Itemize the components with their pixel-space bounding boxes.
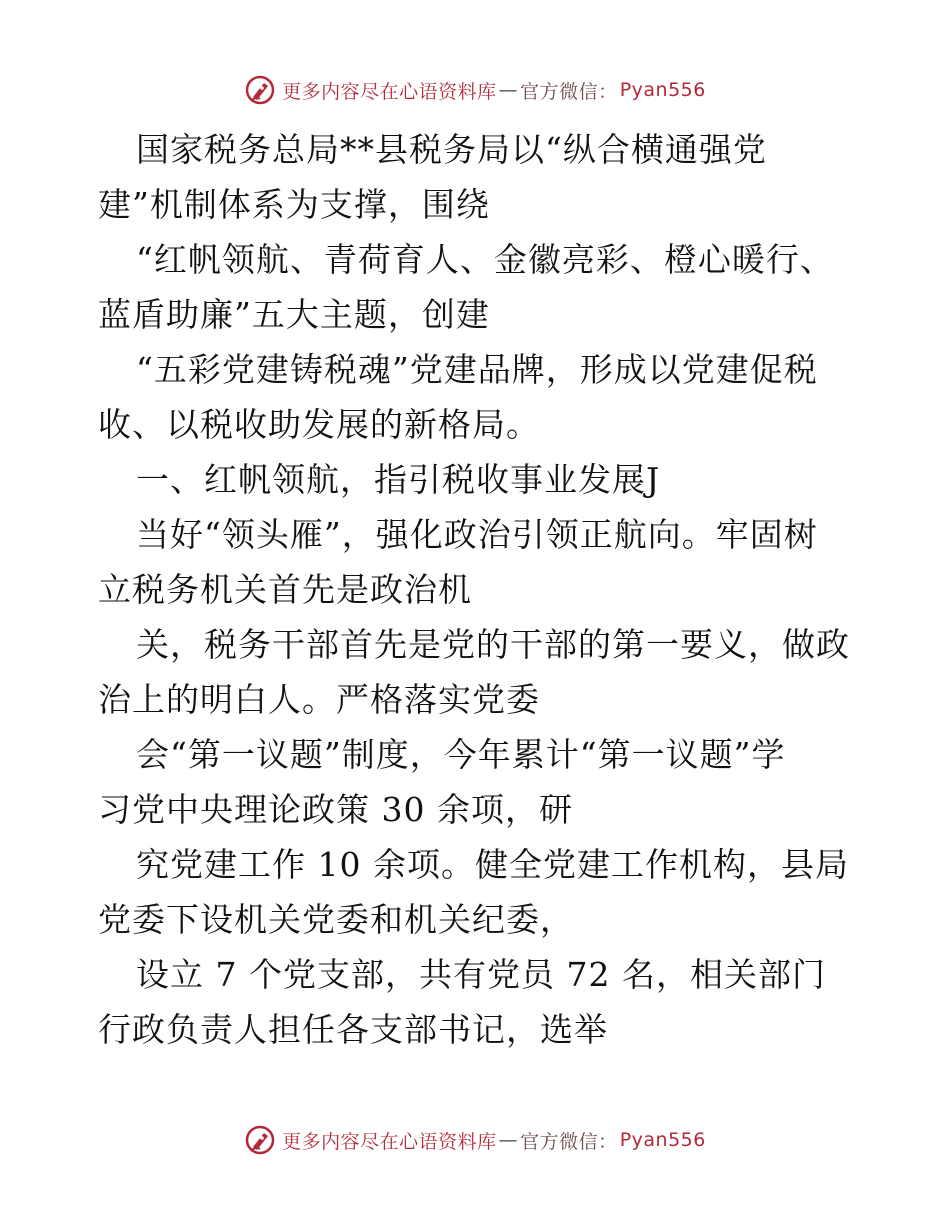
text-line: “五彩党建铸税魂”党建品牌，形成以党建促税 (136, 350, 818, 389)
text-line: 立税务机关首先是政治机 (98, 570, 472, 609)
pen-nib-logo-icon (244, 74, 276, 106)
text-line: 关，税务干部首先是党的干部的第一要义，做政 (136, 625, 850, 664)
text-line: 治上的明白人。严格落实党委 (98, 680, 540, 719)
text-line: 一、红帆领航，指引税收事业发展J (136, 460, 661, 499)
watermark-footer (0, 1120, 950, 1160)
text-line: 习党中央理论政策 30 余项，研 (98, 790, 573, 829)
text-line: 会“第一议题”制度，今年累计“第一议题”学 (136, 735, 786, 774)
watermark-contact: 官方微信： (520, 1130, 618, 1153)
text-line: 国家税务总局**县税务局以“纵合横通强党 (136, 130, 767, 169)
watermark-text: 更多内容尽在心语资料库 (282, 80, 497, 103)
text-line: 究党建工作 10 余项。健全党建工作机构，县局 (136, 845, 849, 884)
text-line: 建”机制体系为支撑，围绕 (98, 185, 490, 224)
pen-nib-logo-icon (244, 1124, 276, 1156)
text-line: 党委下设机关党委和机关纪委， (98, 900, 574, 939)
watermark-contact: 官方微信： (520, 80, 618, 103)
watermark-separator: — (498, 1129, 519, 1151)
text-line: 行政负责人担任各支部书记，选举 (98, 1010, 608, 1049)
watermark-text: 更多内容尽在心语资料库 (282, 1130, 497, 1153)
watermark-separator: — (498, 79, 519, 101)
document-body (98, 122, 858, 1057)
watermark-header (0, 70, 950, 110)
text-line: 设立 7 个党支部，共有党员 72 名，相关部门 (136, 955, 826, 994)
text-line: 收、以税收助发展的新格局。 (98, 405, 540, 444)
text-line: “红帆领航、青荷育人、金徽亮彩、橙心暖行、 (136, 240, 834, 279)
text-line: 蓝盾助廉”五大主题，创建 (98, 295, 490, 334)
text-line: 当好“领头雁”，强化政治引领正航向。牢固树 (136, 515, 818, 554)
watermark-wechat-id: Pyan556 (619, 1129, 706, 1151)
watermark-wechat-id: Pyan556 (619, 79, 706, 101)
